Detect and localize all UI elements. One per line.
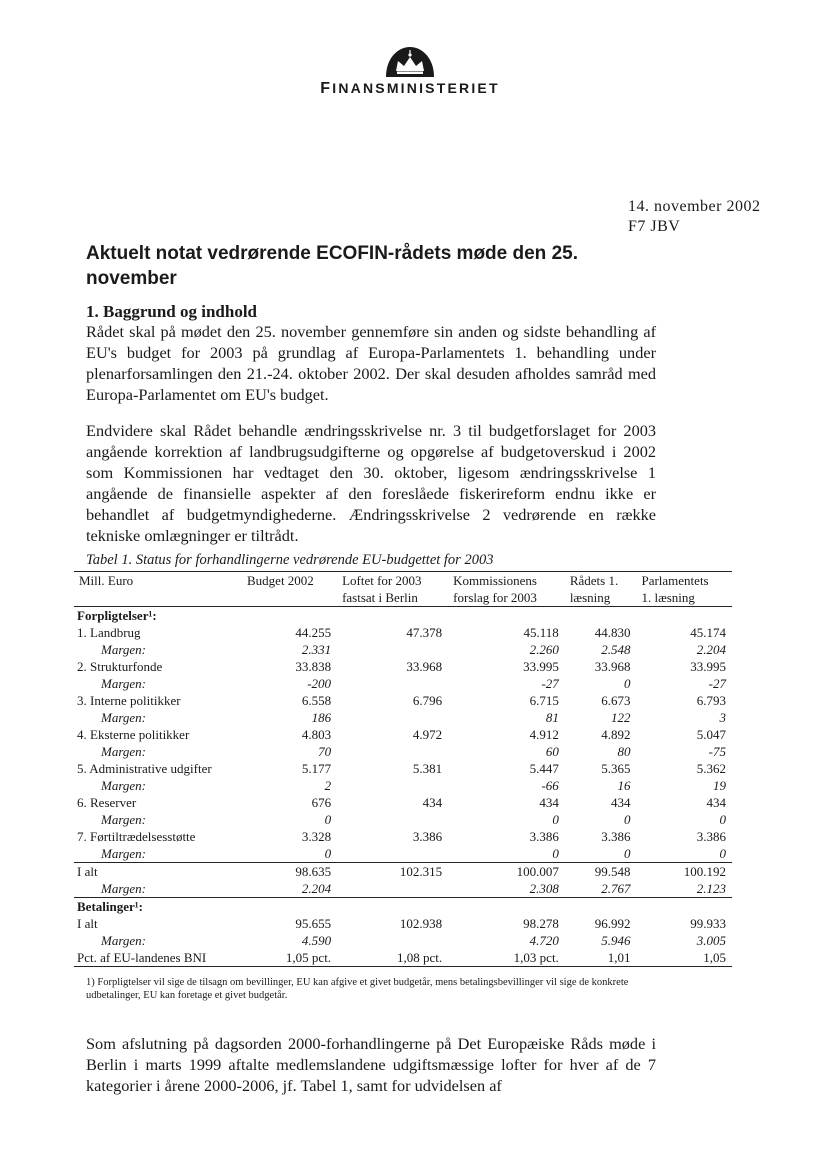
row-label: Betalinger¹: [77, 899, 143, 914]
table-row [74, 658, 732, 675]
table-margin-row [74, 845, 732, 863]
table-cell [565, 898, 637, 916]
table-cell [448, 607, 565, 625]
row-label: 6. Reserver [77, 795, 137, 810]
table-cell: 100.192 [636, 863, 732, 881]
table-cell: 434 [422, 795, 443, 810]
table-cell: 0 [623, 676, 631, 691]
table-cell: 33.968 [594, 659, 631, 674]
table-cell: 6.796 [412, 693, 443, 708]
col-subheader-unit [74, 589, 242, 607]
table-cell: 81 [545, 710, 559, 725]
table-header-row-1 [74, 572, 732, 590]
table-cell: 5.946 [601, 933, 631, 948]
table-cell: 3.386 [412, 829, 443, 844]
row-label: Pct. af EU-landenes BNI [74, 949, 242, 967]
row-label: Margen: [74, 880, 242, 898]
table-cell: 3.386 [529, 829, 559, 844]
table-row [74, 726, 732, 743]
budget-table [74, 571, 732, 967]
table-cell: 434 [610, 795, 631, 810]
ministry-name [250, 80, 570, 98]
table-cell: 45.118 [523, 625, 559, 640]
table-cell [337, 898, 448, 916]
row-label: Margen: [100, 846, 146, 861]
table-cell: 4.892 [601, 727, 631, 742]
table-caption: Tabel 1. Status for forhandlingerne vedrørende EU-budgettet for 2003 [86, 552, 494, 568]
table-cell: 45.174 [690, 625, 726, 640]
table-cell: 98.635 [242, 863, 337, 881]
table-margin-row [74, 675, 732, 692]
table-cell: 100.007 [448, 863, 565, 881]
table-margin-row [74, 811, 732, 828]
table-cell: 1,05 pct. [242, 949, 337, 967]
table-group-row [74, 607, 732, 625]
table-cell: 33.968 [406, 659, 443, 674]
table-cell [242, 898, 337, 916]
table-cell: 2.260 [529, 642, 559, 657]
table-cell: 47.378 [406, 625, 443, 640]
table-cell: 33.838 [295, 659, 332, 674]
table-cell: 434 [706, 795, 726, 810]
row-label: Margen: [100, 933, 146, 948]
table-header [74, 572, 732, 607]
table-cell: 6.558 [301, 693, 332, 708]
table-cell: 5.362 [696, 761, 726, 776]
table-cell: 4.803 [301, 727, 332, 742]
table-cell: 0 [623, 812, 631, 827]
table-cell: 19 [713, 778, 726, 793]
table-cell: 99.933 [690, 916, 726, 931]
row-label: Margen: [100, 676, 146, 691]
table-cell [337, 811, 448, 828]
table-cell: 676 [311, 795, 332, 810]
table-margin-row [74, 641, 732, 658]
row-label: 7. Førtiltrædelsesstøtte [77, 829, 196, 844]
table-cell: 3 [719, 710, 726, 725]
ministry-rest: INANSMINISTERIET [332, 80, 500, 96]
col-header-ceiling: Loftet for 2003 [337, 572, 448, 590]
table-cell [337, 932, 448, 949]
table-cell [337, 675, 448, 692]
table-cell: 1,01 [565, 949, 637, 967]
table-cell: -200 [307, 676, 332, 691]
table-header-row-2 [74, 589, 732, 607]
row-label: 5. Administrative udgifter [77, 761, 212, 776]
table-body [74, 607, 732, 967]
table-cell: 2 [324, 778, 332, 793]
table-cell: 80 [617, 744, 631, 759]
row-label: I alt [77, 916, 98, 931]
table-cell: 2.123 [636, 880, 732, 898]
table-cell: 0 [623, 846, 631, 861]
table-cell: 1,05 [636, 949, 732, 967]
row-label: Margen: [100, 812, 146, 827]
table-row [74, 828, 732, 845]
table-cell: 2.767 [565, 880, 637, 898]
paragraph-3: Som afslutning på dagsorden 2000-forhandlingerne på Det Europæiske Råds møde i Berlin i marts 1999 aftalte medlemslandene udgiftsmæssige lofter for hver af de 7 kategorier i årene 2000-2006, jf. Tabel 1, samt for udvidelsen af [86, 1034, 656, 1095]
table-cell [448, 898, 565, 916]
table-row [74, 624, 732, 641]
table-cell: -66 [541, 778, 559, 793]
table-cell: 99.548 [565, 863, 637, 881]
table-row [74, 863, 732, 881]
row-label: 4. Eksterne politikker [77, 727, 190, 742]
table-cell [337, 880, 448, 898]
col-header-council: Rådets 1. [565, 572, 637, 590]
col-header-commission: Kommissionens [448, 572, 565, 590]
table-cell: 2.331 [301, 642, 332, 657]
table-footnote: 1) Forpligtelser vil sige de tilsagn om bevillinger, EU kan afgive et givet budgetår, mens betalingsbevillinger vil sige de konkrete udbetalinger, EU kan foretage et givet budgetår. [86, 977, 629, 1001]
paragraph-1: Rådet skal på mødet den 25. november gennemføre sin anden og sidste behandling af EU's budget for 2003 på grundlag af Europa-Parlamentets 1. behandling under plenarforsamlingen den 21.-24. oktober 2002. Der skal desuden afholdes samråd med Europa-Parlamentet om EU's budget. [86, 322, 656, 404]
table-cell: 4.590 [301, 933, 332, 948]
ministry-initial: F [320, 80, 333, 97]
row-label: I alt [74, 863, 242, 881]
table-cell [636, 607, 732, 625]
table-cell [337, 641, 448, 658]
paragraph-2: Endvidere skal Rådet behandle ændringsskrivelse nr. 3 til budgetforslaget for 2003 angående korrektion af landbrugsudgifterne og opgørelse af budgetoverskud i 2002 som Kommissionen har vedtaget den 30. oktober, ligesom ændringsskrivelse 1 angående de finansielle aspekter af den foreslåede fiskerireform endnu ikke er behandlet af budgetmyndighederne. Ændringsskrivelse 2 vedrørende en række tekniske omlægninger er tiltrådt. [86, 421, 656, 545]
row-label: 3. Interne politikker [77, 693, 181, 708]
col-subheader-parliament: 1. læsning [636, 589, 732, 607]
table-cell: 2.548 [601, 642, 631, 657]
table-cell: 1,03 pct. [448, 949, 565, 967]
table-cell [337, 607, 448, 625]
col-subheader-council: læsning [565, 589, 637, 607]
table-cell: 16 [617, 778, 631, 793]
table-cell: 186 [311, 710, 332, 725]
table-cell: 70 [318, 744, 332, 759]
table-cell: 44.830 [594, 625, 631, 640]
table-row [74, 692, 732, 709]
table-cell: 5.447 [529, 761, 559, 776]
col-header-budget-2002: Budget 2002 [242, 572, 337, 590]
table-cell: 2.204 [696, 642, 726, 657]
col-subheader-budget-2002 [242, 589, 337, 607]
row-label: Margen: [100, 778, 146, 793]
table-cell: 1,08 pct. [337, 949, 448, 967]
document-title: Aktuelt notat vedrørende ECOFIN-rådets møde den 25. november [86, 243, 578, 289]
table-cell: 4.972 [412, 727, 443, 742]
row-label: Margen: [100, 642, 146, 657]
table-cell: 33.995 [690, 659, 726, 674]
table-cell: 33.995 [523, 659, 559, 674]
table-margin-row [74, 777, 732, 794]
table-cell: 95.655 [295, 916, 332, 931]
table-cell: 0 [324, 812, 332, 827]
table-cell [242, 607, 337, 625]
table-cell: 4.912 [529, 727, 559, 742]
table-cell: 0 [552, 846, 559, 861]
table-cell: 44.255 [295, 625, 332, 640]
table-cell: 5.047 [696, 727, 726, 742]
table-margin-row [74, 880, 732, 898]
table-cell [337, 777, 448, 794]
col-header-unit: Mill. Euro [74, 572, 242, 590]
col-subheader-ceiling: fastsat i Berlin [337, 589, 448, 607]
table-margin-row [74, 932, 732, 949]
table-cell [337, 845, 448, 863]
table-cell [565, 607, 637, 625]
table-cell [337, 743, 448, 760]
table-cell: 5.381 [412, 761, 443, 776]
table-cell: 102.938 [399, 916, 443, 931]
document-date: 14. november 2002 [628, 198, 761, 215]
table-cell: 98.278 [523, 916, 559, 931]
row-label: 1. Landbrug [77, 625, 141, 640]
table-cell: 2.204 [242, 880, 337, 898]
table-cell: 3.386 [696, 829, 726, 844]
table-cell: 0 [552, 812, 559, 827]
col-subheader-commission: forslag for 2003 [448, 589, 565, 607]
table-row [74, 915, 732, 932]
table-cell: 3.005 [696, 933, 726, 948]
document-reference: F7 JBV [628, 218, 681, 235]
table-margin-row [74, 743, 732, 760]
table-group-row [74, 898, 732, 916]
table-row [74, 949, 732, 967]
date-block [628, 197, 760, 237]
table-row [74, 760, 732, 777]
row-label: Margen: [100, 744, 146, 759]
table-cell: 0 [324, 846, 332, 861]
crown-logo-icon [384, 44, 436, 78]
table-margin-row [74, 709, 732, 726]
row-label: 2. Strukturfonde [77, 659, 163, 674]
table-cell [636, 898, 732, 916]
section-heading: 1. Baggrund og indhold [86, 302, 258, 321]
table-cell: 6.673 [601, 693, 631, 708]
table-cell: 102.315 [337, 863, 448, 881]
table-cell: 60 [545, 744, 559, 759]
table-cell: 3.386 [601, 829, 631, 844]
table-cell: 2.308 [448, 880, 565, 898]
row-label: Margen: [100, 710, 146, 725]
table-cell: 5.177 [301, 761, 332, 776]
table-cell: 4.720 [529, 933, 559, 948]
table-cell: 5.365 [601, 761, 631, 776]
table-cell: 434 [539, 795, 559, 810]
table-cell: 6.715 [529, 693, 559, 708]
col-header-parliament: Parlamentets [636, 572, 732, 590]
row-label: Forpligtelser¹: [77, 608, 157, 623]
table-cell: 96.992 [594, 916, 631, 931]
table-cell: -75 [708, 744, 726, 759]
table-row [74, 794, 732, 811]
table-cell: -27 [708, 676, 726, 691]
table-cell: 122 [610, 710, 631, 725]
table-cell [337, 709, 448, 726]
table-cell: 6.793 [696, 693, 726, 708]
table-cell: 3.328 [301, 829, 332, 844]
table-cell: -27 [541, 676, 559, 691]
table-cell: 0 [719, 812, 726, 827]
table-cell: 0 [719, 846, 726, 861]
